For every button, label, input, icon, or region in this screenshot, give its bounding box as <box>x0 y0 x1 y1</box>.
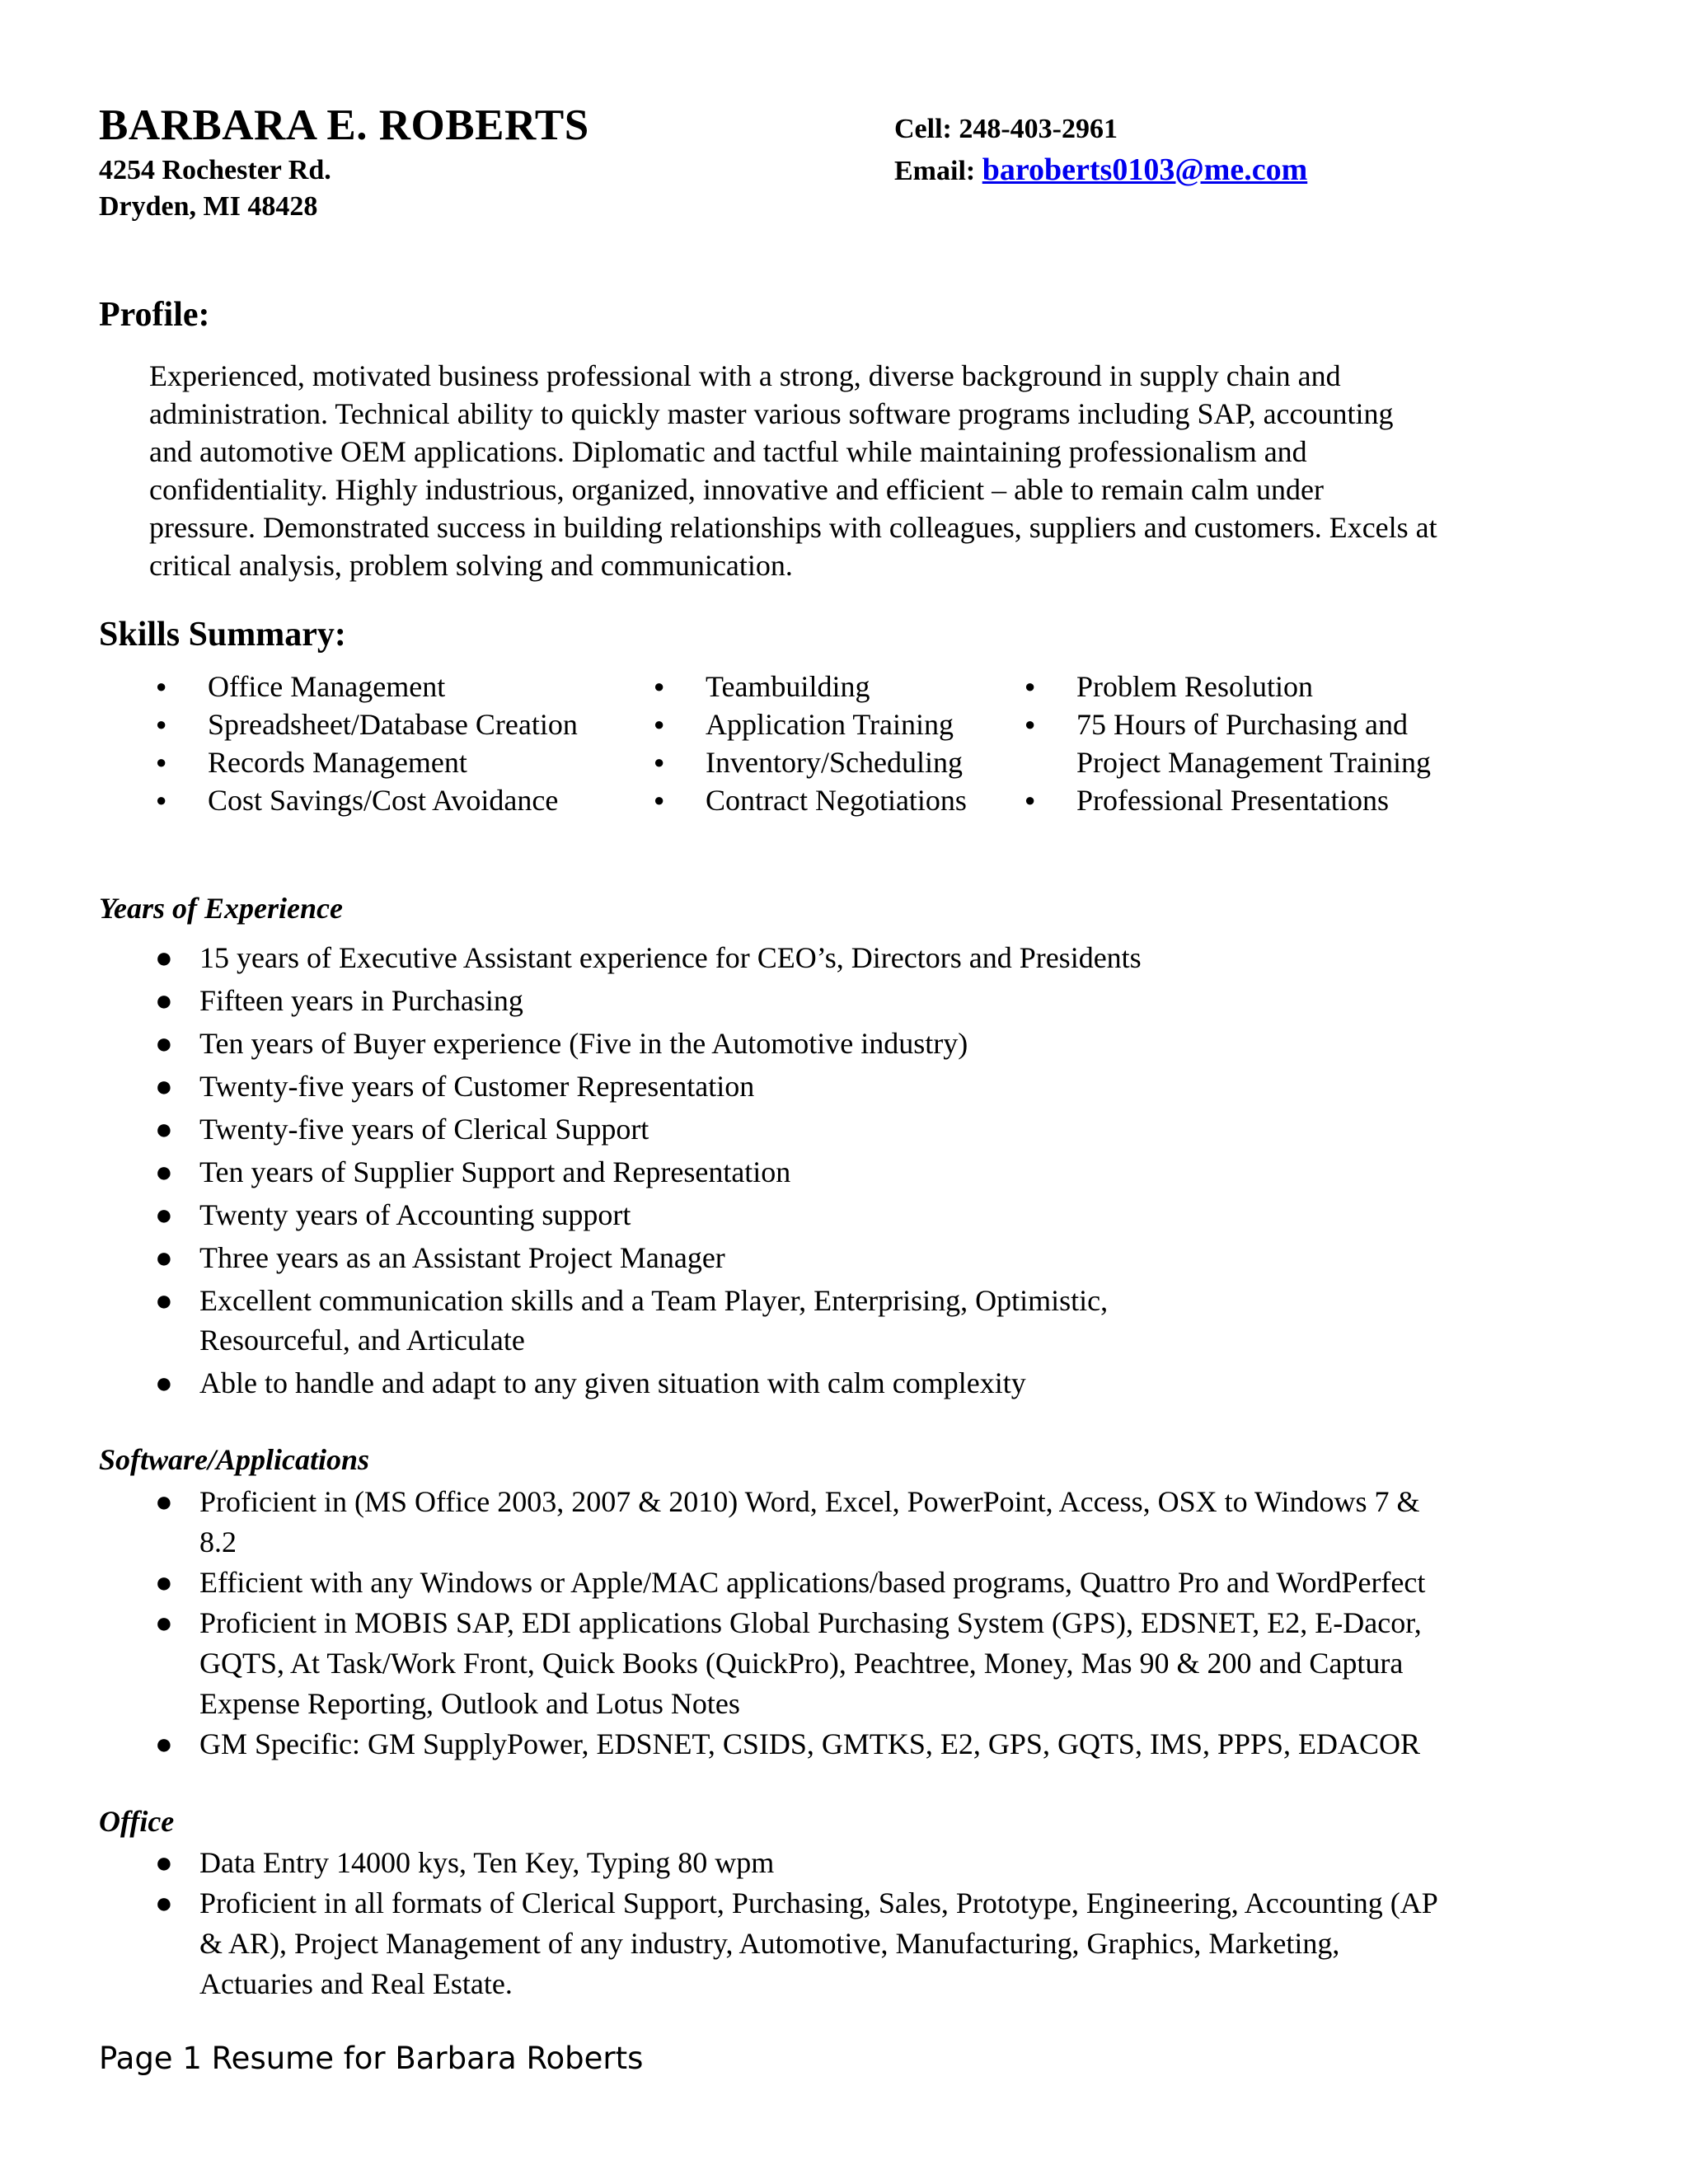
bullet-icon: ● <box>155 1155 173 1188</box>
address-line-2: Dryden, MI 48428 <box>99 191 318 222</box>
office-list <box>155 1843 1606 2004</box>
skill-item: ● Cost Savings/Cost Avoidance <box>150 781 578 819</box>
profile-paragraph <box>149 357 1600 584</box>
address-line-1: 4254 Rochester Rd. <box>99 155 331 185</box>
page-footer: Page 1 Resume for Barbara Roberts <box>99 2041 644 2076</box>
skill-item: ● Professional Presentations <box>1019 781 1431 819</box>
skill-item: ● Office Management <box>150 668 578 705</box>
list-item: ● Ten years of Buyer experience (Five in the Automotive industry) <box>155 1024 1606 1063</box>
list-item: ● Data Entry 14000 kys, Ten Key, Typing 80 wpm <box>155 1843 1606 1883</box>
skill-item-continuation: Project Management Training <box>1076 746 1431 779</box>
profile-line: pressure. Demonstrated success in building relationships with colleagues, suppliers and customers. Excels at <box>149 511 1437 544</box>
bullet-icon: ● <box>654 790 665 810</box>
email-label: Email: <box>894 156 982 186</box>
bullet-icon: ● <box>155 1727 173 1760</box>
bullet-icon: ● <box>1025 714 1036 734</box>
list-item: ● Efficient with any Windows or Apple/MAC applications/based programs, Quattro Pro and WordPerfect <box>155 1563 1606 1603</box>
bullet-icon: ● <box>155 1241 173 1274</box>
bullet-icon: ● <box>155 1198 173 1231</box>
skills-column-2 <box>648 668 967 819</box>
cell-phone: Cell: 248-403-2961 <box>894 114 1118 144</box>
bullet-icon: ● <box>156 676 167 696</box>
profile-line: and automotive OEM applications. Diplomatic and tactful while maintaining professionalism and <box>149 435 1307 468</box>
bullet-icon: ● <box>155 1846 173 1879</box>
bullet-icon: ● <box>654 752 665 772</box>
skill-item: ● Teambuilding <box>648 668 967 705</box>
experience-list <box>155 938 1606 1403</box>
bullet-icon: ● <box>654 714 665 734</box>
list-item: ● Ten years of Supplier Support and Representation <box>155 1152 1606 1192</box>
skills-column-1 <box>150 668 578 819</box>
list-item: ● Three years as an Assistant Project Manager <box>155 1238 1606 1277</box>
profile-heading: Profile: <box>99 296 210 334</box>
profile-line: critical analysis, problem solving and communication. <box>149 549 793 582</box>
list-item: ● Excellent communication skills and a Team Player, Enterprising, Optimistic, Resourceful, and Articulate <box>155 1281 1606 1360</box>
list-item: ● Twenty-five years of Clerical Support <box>155 1109 1606 1149</box>
experience-heading: Years of Experience <box>99 892 343 925</box>
bullet-icon: ● <box>155 1113 173 1146</box>
list-item: ● 15 years of Executive Assistant experience for CEO’s, Directors and Presidents <box>155 938 1606 977</box>
bullet-icon: ● <box>155 1366 173 1399</box>
bullet-icon: ● <box>155 1070 173 1103</box>
software-heading: Software/Applications <box>99 1443 370 1476</box>
resume-name: BARBARA E. ROBERTS <box>99 101 589 149</box>
bullet-icon: ● <box>155 1886 173 1919</box>
bullet-icon: ● <box>155 1566 173 1599</box>
skill-item: ● Contract Negotiations <box>648 781 967 819</box>
skill-item: ● Spreadsheet/Database Creation <box>150 705 578 743</box>
software-list <box>155 1482 1606 1765</box>
list-item: ● Able to handle and adapt to any given situation with calm complexity <box>155 1363 1606 1403</box>
bullet-icon: ● <box>654 676 665 696</box>
email-row <box>894 152 1307 188</box>
skills-heading: Skills Summary: <box>99 616 346 654</box>
skill-item: ● Problem Resolution <box>1019 668 1431 705</box>
bullet-icon: ● <box>156 790 167 810</box>
list-item: ● Proficient in MOBIS SAP, EDI applications Global Purchasing System (GPS), EDSNET, E2, E-Dacor, GQTS, At Task/Work Front, Quick Books (QuickPro), Peachtree, Money, Mas 90 & 200 and Captura Expense Reporting, Outlook and Lotus Notes <box>155 1603 1606 1724</box>
profile-line: administration. Technical ability to quickly master various software programs including SAP, accounting <box>149 397 1394 430</box>
skill-item: ● Inventory/Scheduling <box>648 743 967 781</box>
skills-column-3 <box>1019 668 1431 819</box>
bullet-icon: ● <box>155 1485 173 1518</box>
profile-line: confidentiality. Highly industrious, organized, innovative and efficient – able to remain calm under <box>149 473 1324 506</box>
list-item: ● GM Specific: GM SupplyPower, EDSNET, CSIDS, GMTKS, E2, GPS, GQTS, IMS, PPPS, EDACOR <box>155 1724 1606 1765</box>
bullet-icon: ● <box>155 941 173 974</box>
bullet-icon: ● <box>1025 790 1036 810</box>
email-link[interactable]: baroberts0103@me.com <box>982 152 1308 187</box>
skill-item: ● Application Training <box>648 705 967 743</box>
bullet-icon: ● <box>156 752 167 772</box>
profile-line: Experienced, motivated business professional with a strong, diverse background in supply chain and <box>149 359 1341 392</box>
bullet-icon: ● <box>155 1027 173 1060</box>
bullet-icon: ● <box>155 1606 173 1639</box>
list-item: ● Proficient in all formats of Clerical Support, Purchasing, Sales, Prototype, Engineering, Accounting (AP & AR), Project Management of any industry, Automotive, Manufacturing, Graphics, Marketing, Actuaries and Real Estate. <box>155 1883 1606 2004</box>
skill-item: ● 75 Hours of Purchasing and <box>1019 705 1431 743</box>
bullet-icon: ● <box>155 984 173 1017</box>
list-item: ● Fifteen years in Purchasing <box>155 981 1606 1020</box>
list-item: ● Proficient in (MS Office 2003, 2007 & 2010) Word, Excel, PowerPoint, Access, OSX to Windows 7 & 8.2 <box>155 1482 1606 1563</box>
bullet-icon: ● <box>155 1284 173 1317</box>
list-item: ● Twenty-five years of Customer Representation <box>155 1066 1606 1106</box>
office-heading: Office <box>99 1805 175 1838</box>
list-item: ● Twenty years of Accounting support <box>155 1195 1606 1235</box>
bullet-icon: ● <box>156 714 167 734</box>
skill-item: ● Records Management <box>150 743 578 781</box>
bullet-icon: ● <box>1025 676 1036 696</box>
